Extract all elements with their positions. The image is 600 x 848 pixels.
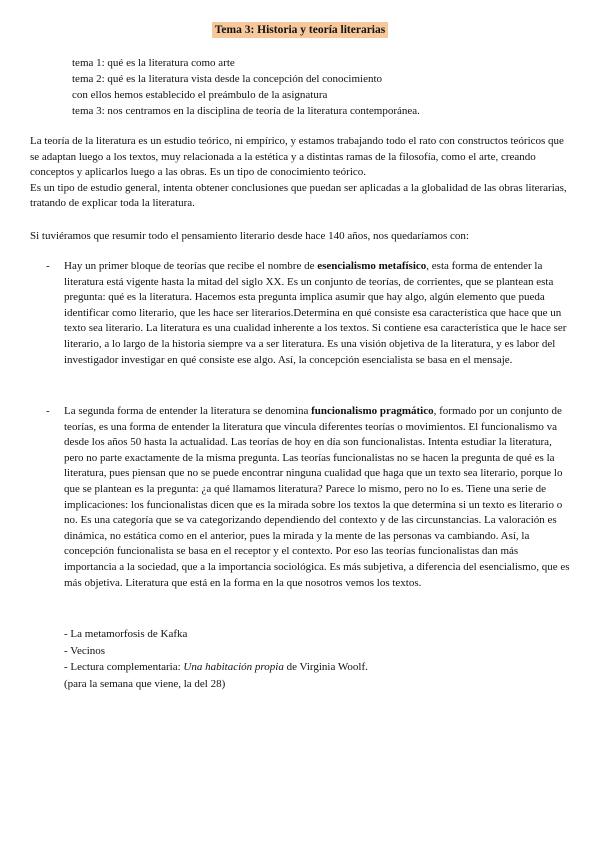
reading-item: - La metamorfosis de Kafka: [64, 628, 188, 640]
page-title: Tema 3: Historia y teoría literarias: [212, 22, 388, 38]
bold-term: funcionalismo pragmático: [311, 405, 434, 417]
reading-note: (para la semana que viene, la del 28): [64, 677, 226, 690]
bullet-text: , esta forma de entender la literatura está vigente hasta la mitad del siglo XX. Es un conjunto de teorías, de corrientes, que se plantean esta pregunta: qué es la literatura. Hacemos esta pregunta implica asumir que hay algo, algún elemento que pueda identificar como literario, que les hace ser literarios.Determina en qué consiste esa característica que hace que un texto sea literario. La literatura es una cualidad inherente a los textos. Si contiene esa característica que le hace ser literario, a lo largo de la historia siempre va a ser literatura. Es una visión objetiva de la literatura, y es labor del investigador investigar en qué consiste ese algo. Así, la concepción esencialista se basa en el mensaje.: [64, 260, 567, 366]
reading-item: [64, 659, 368, 676]
reading-list: [64, 626, 368, 692]
bullet-text: Hay un primer bloque de teorías que recibe el nombre de: [64, 260, 318, 272]
bullet-funcionalismo: [64, 404, 572, 591]
bullet-dash: -: [46, 405, 50, 417]
bullet-dash: -: [46, 260, 50, 272]
reading-text: - Lectura complementaria:: [64, 661, 184, 673]
bullet-esencialismo: [64, 259, 572, 368]
bullet-text: , formado por un conjunto de teorías, es una forma de entender la literatura que vincula diferentes teorías o movimientos. El funcionalismo va desde los años 50 hasta la actualidad. Las teorías de hoy en día son funcionalistas. Intenta estudiar la literatura, pero no parte exactamente de la misma pregunta. Las teorías funcionalistas no se hacen la pregunta de qué es la literatura, pues piensan que no se puede encontrar ninguna cualidad que haga que un texto sea literario, porque lo que se plantean es la pregunta: ¿a qué llamamos literatura? Parece lo mismo, pero no lo es. Tiene una serie de implicaciones: los funcionalistas dicen que es la mirada sobre los textos la que determina si un texto es literario o no. Es una categoría que se va categorizando dependiendo del contexto y de las circunstancias. La valoración es dinámica, no estática como en el anterior, pues la mirada y la mente de las personas va cambiando. Así, la concepción funcionalista se basa en el receptor y el contexto. Por eso las teorías funcionalistas dan más importancia a la sociedad, que a la importancia sociológica. Es más subjetiva, a diferencia del esencialismo, que es más objetiva. Literatura que está en la forma en la que nosotros vemos los textos.: [64, 405, 570, 589]
topic-item: tema 3: nos centramos en la disciplina de teoría de la literatura contemporánea.: [72, 105, 420, 117]
bold-term: esencialismo metafísico: [317, 260, 427, 272]
reading-item: - Vecinos: [64, 644, 106, 657]
intro-text-1: La teoría de la literatura es un estudio teórico, ni empírico, y estamos trabajando todo el rato con constructos teóricos que se adaptan luego a los textos, muy relacionada a la estética y a distintas ramas de la filosofía, como el arte, creando conceptos y aplicarlos luego a las obras. Es un tipo de conocimiento teórico.: [30, 135, 564, 178]
summary-paragraph: Si tuviéramos que resumir todo el pensamiento literario desde hace 140 años, nos quedaríamos con:: [30, 230, 469, 242]
topic-item: tema 1: qué es la literatura como arte: [72, 57, 235, 69]
book-title: Una habitación propia: [183, 661, 284, 673]
topic-list: [72, 55, 420, 119]
topic-item: con ellos hemos establecido el preámbulo de la asignatura: [72, 89, 328, 101]
bullet-text: La segunda forma de entender la literatura se denomina: [64, 405, 312, 417]
reading-text: de Virginia Woolf.: [283, 661, 368, 673]
intro-paragraph: [30, 134, 575, 212]
intro-text-2: Es un tipo de estudio general, intenta obtener conclusiones que puedan ser aplicadas a la globalidad de las obras literarias, tratando de explicar toda la literatura.: [30, 181, 567, 209]
title-block: [0, 20, 600, 38]
topic-item: tema 2: qué es la literatura vista desde la concepción del conocimiento: [72, 73, 383, 85]
